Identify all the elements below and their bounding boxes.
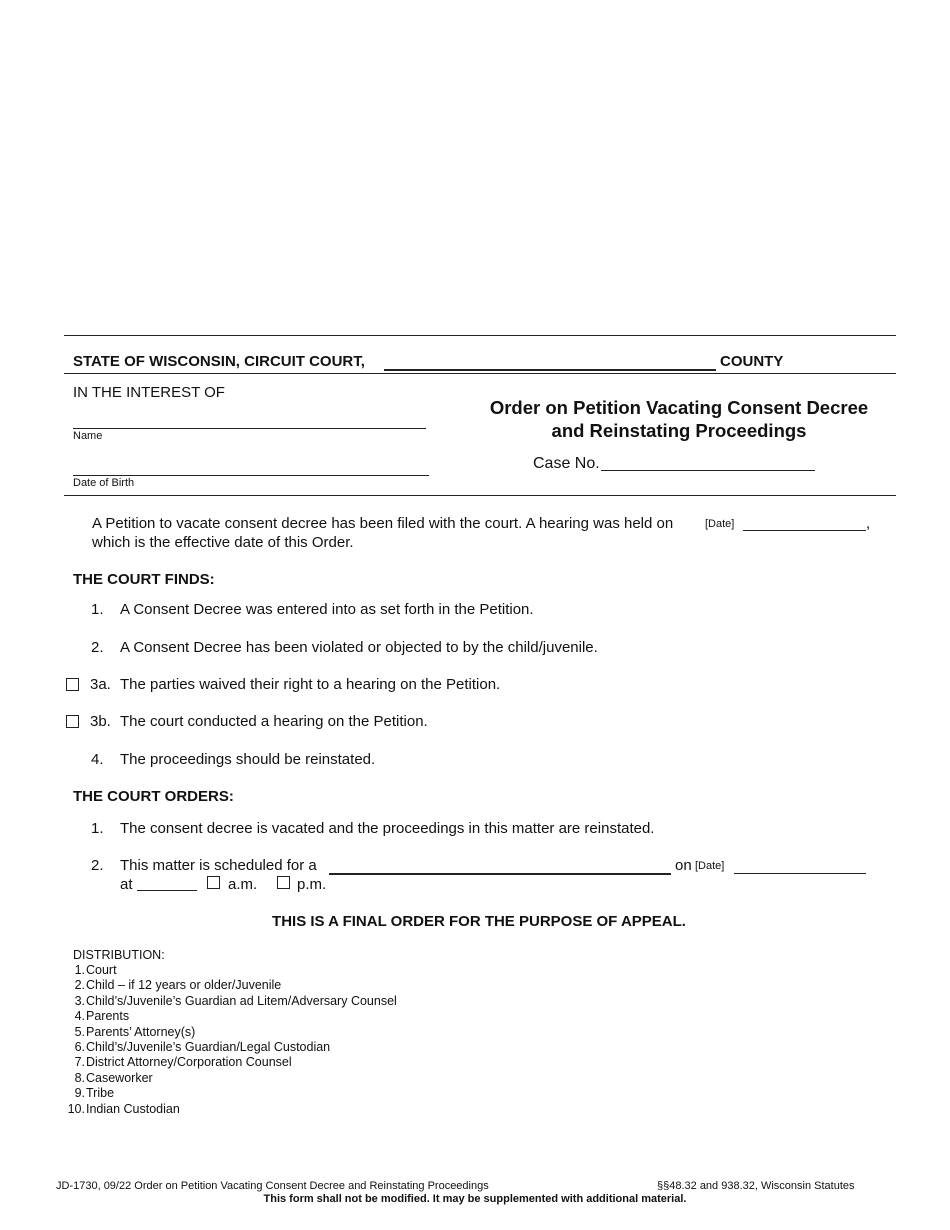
in-the-interest-of-label: IN THE INTEREST OF xyxy=(73,384,225,401)
footer-form-id: JD-1730, 09/22 Order on Petition Vacating Consent Decree and Reinstating Proceedings xyxy=(56,1180,489,1192)
distribution-item xyxy=(54,978,397,993)
distribution-item xyxy=(54,994,397,1009)
date-of-birth-label: Date of Birth xyxy=(73,477,135,489)
finding-4-text: The proceedings should be reinstated. xyxy=(120,751,376,768)
distribution-item xyxy=(54,963,397,978)
intro-text-line1: A Petition to vacate consent decree has been filed with the court. A hearing was held on xyxy=(92,515,674,532)
distribution-item-number: 6. xyxy=(74,1040,85,1055)
finding-3b-text: The court conducted a hearing on the Petition. xyxy=(120,713,428,730)
finding-2-number: 2. xyxy=(91,639,104,656)
finding-3a-checkbox[interactable] xyxy=(66,678,79,691)
finding-1-number: 1. xyxy=(91,601,104,618)
pm-label: p.m. xyxy=(297,876,327,893)
hearing-date-field[interactable] xyxy=(743,530,866,531)
distribution-item xyxy=(54,1040,397,1055)
distribution-list xyxy=(54,963,397,1117)
order-2-number: 2. xyxy=(91,857,104,874)
final-order-statement: THIS IS A FINAL ORDER FOR THE PURPOSE OF APPEAL. xyxy=(272,913,686,930)
distribution-item-label: Tribe xyxy=(86,1086,115,1101)
footer-notice: This form shall not be modified. It may be supplemented with additional material. xyxy=(263,1193,687,1205)
finding-1-text: A Consent Decree was entered into as set forth in the Petition. xyxy=(120,601,534,618)
order-1-text: The consent decree is vacated and the proceedings in this matter are reinstated. xyxy=(120,820,655,837)
distribution-item-label: Parents’ Attorney(s) xyxy=(86,1024,196,1039)
distribution-item xyxy=(54,1025,397,1040)
distribution-heading: DISTRIBUTION: xyxy=(73,948,165,962)
order-1-number: 1. xyxy=(91,820,104,837)
distribution-item-number: 3. xyxy=(74,993,85,1008)
distribution-item-label: Parents xyxy=(86,1009,130,1024)
distribution-item-number: 5. xyxy=(74,1024,85,1039)
distribution-item xyxy=(54,1071,397,1086)
intro-comma: , xyxy=(866,515,871,532)
scheduled-date-label: [Date] xyxy=(695,860,725,872)
court-finds-heading: THE COURT FINDS: xyxy=(73,571,215,588)
finding-3b-checkbox[interactable] xyxy=(66,715,79,728)
distribution-item-label: Child – if 12 years or older/Juvenile xyxy=(86,978,282,993)
order-2-at-label: at xyxy=(120,876,133,893)
am-checkbox[interactable] xyxy=(207,876,220,889)
header-bottom-rule xyxy=(64,495,896,496)
form-title xyxy=(440,396,918,442)
pm-checkbox[interactable] xyxy=(277,876,290,889)
court-orders-heading: THE COURT ORDERS: xyxy=(73,788,234,805)
distribution-item-label: Child’s/Juvenile’s Guardian ad Litem/Adversary Counsel xyxy=(86,993,397,1008)
finding-3a-text: The parties waived their right to a hearing on the Petition. xyxy=(120,676,501,693)
distribution-item-number: 1. xyxy=(74,963,85,977)
form-title-line2: and Reinstating Proceedings xyxy=(551,420,807,441)
date-of-birth-field[interactable] xyxy=(73,475,429,476)
county-label: COUNTY xyxy=(720,353,784,370)
state-court-label: STATE OF WISCONSIN, CIRCUIT COURT, xyxy=(73,353,365,370)
distribution-item-number: 7. xyxy=(74,1055,85,1070)
footer-statutes: §§48.32 and 938.32, Wisconsin Statutes xyxy=(657,1180,855,1192)
hearing-date-label: [Date] xyxy=(705,518,735,530)
distribution-item-label: Caseworker xyxy=(86,1070,153,1085)
distribution-item-label: District Attorney/Corporation Counsel xyxy=(86,1055,292,1070)
distribution-item-number: 9. xyxy=(74,1086,85,1101)
form-title-line1: Order on Petition Vacating Consent Decree xyxy=(489,397,869,418)
order-2-text: This matter is scheduled for a xyxy=(120,857,317,874)
finding-3a-number: 3a. xyxy=(90,676,111,693)
distribution-item-number: 8. xyxy=(74,1070,85,1085)
name-label: Name xyxy=(73,430,103,442)
order-2-on-label: on xyxy=(675,857,692,874)
header-second-rule xyxy=(64,373,896,374)
distribution-item xyxy=(54,1086,397,1101)
distribution-item-number: 10. xyxy=(67,1101,85,1116)
scheduled-time-field[interactable] xyxy=(137,890,197,891)
scheduled-matter-field[interactable] xyxy=(329,873,671,875)
distribution-item-label: Indian Custodian xyxy=(86,1101,180,1116)
distribution-item xyxy=(54,1055,397,1070)
distribution-item xyxy=(54,1009,397,1024)
distribution-item-number: 4. xyxy=(74,1009,85,1024)
name-field[interactable] xyxy=(73,428,426,429)
case-no-label: Case No. xyxy=(533,455,600,472)
finding-2-text: A Consent Decree has been violated or objected to by the child/juvenile. xyxy=(120,639,598,656)
distribution-item-label: Child’s/Juvenile’s Guardian/Legal Custodian xyxy=(86,1040,331,1055)
distribution-item xyxy=(54,1102,397,1117)
header-top-rule xyxy=(64,335,896,336)
distribution-item-number: 2. xyxy=(74,978,85,993)
distribution-item-label: Court xyxy=(86,963,117,977)
county-name-field[interactable] xyxy=(384,369,716,371)
scheduled-date-field[interactable] xyxy=(734,873,866,874)
am-label: a.m. xyxy=(228,876,258,893)
case-no-field[interactable] xyxy=(601,470,815,471)
finding-4-number: 4. xyxy=(91,751,104,768)
intro-text-line2: which is the effective date of this Order. xyxy=(92,534,354,551)
finding-3b-number: 3b. xyxy=(90,713,111,730)
